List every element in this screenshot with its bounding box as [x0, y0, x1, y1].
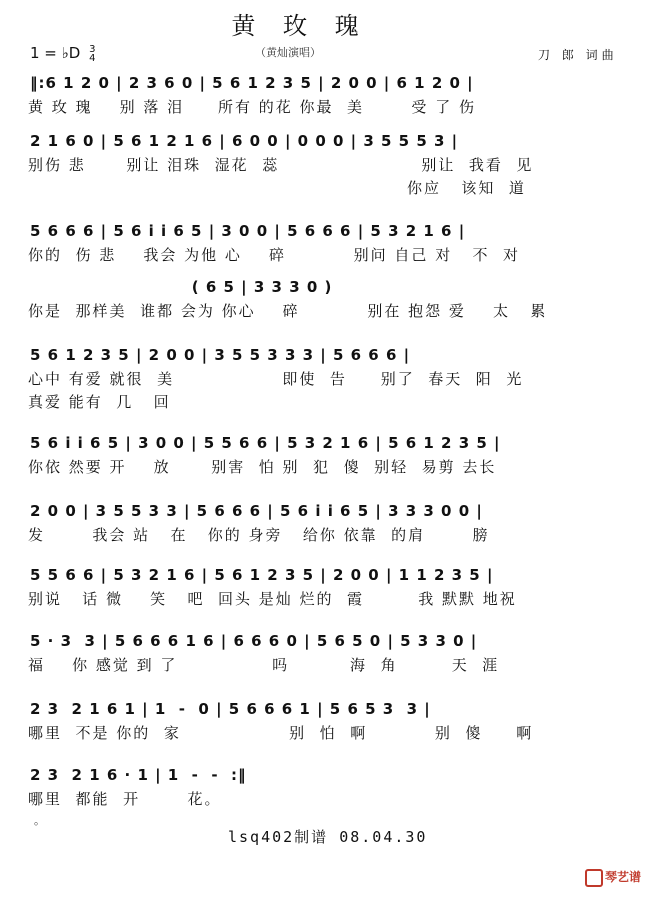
score-system-10	[24, 700, 636, 745]
page-title: 黄 玫 瑰	[231, 12, 369, 40]
notation-text: 2 0 0 | 3 5 5 3 3 | 5 6 6 6 | 5 6 i i 6 5 | 3 3 3 0 0 |	[30, 502, 483, 520]
lyric-line: 别伤 悲 别让 泪珠 湿花 蕊 别让 我看 见	[28, 156, 534, 174]
notation-line	[24, 132, 636, 154]
notation-line	[24, 346, 636, 368]
score-system-3	[24, 222, 636, 267]
notation-line	[24, 502, 636, 524]
notation-line	[24, 766, 636, 788]
time-top: 3	[89, 43, 96, 55]
lyric-line: 别说 话 微 笑 吧 回头 是灿 烂的 霞 我 默默 地祝	[28, 590, 517, 608]
lyric-line: 你依 然要 开 放 别害 怕 别 犯 傻 别轻 易剪 去长	[28, 458, 497, 476]
site-logo[interactable]	[585, 868, 641, 887]
score-system-8	[24, 566, 636, 611]
lyric-line: 哪里 都能 开 花。	[28, 790, 222, 808]
key-label: 1 = ♭D	[30, 44, 81, 62]
score-system-1	[24, 74, 636, 119]
notation-text: 2 3 2 1 6 1 | 1 - 0 | 5 6 6 6 1 | 5 6 5 3 3 |	[30, 700, 431, 718]
music-note-icon	[585, 869, 603, 887]
logo-text: 琴艺谱	[605, 870, 642, 884]
notation-text: 5 · 3 3 | 5 6 6 6 1 6 | 6 6 6 0 | 5 6 5 0 | 5 3 3 0 |	[30, 632, 478, 650]
notation-line	[24, 222, 636, 244]
performer-label: （黄灿演唱）	[255, 46, 321, 59]
score-system-5	[24, 346, 636, 414]
notation-text: 5 6 i i 6 5 | 3 0 0 | 5 5 6 6 | 5 3 2 1 6 | 5 6 1 2 3 5 |	[30, 434, 501, 452]
lyric-line: 心中 有爱 就很 美 即使 告 别了 春天 阳 光	[28, 370, 524, 388]
footer-mark: 。	[34, 814, 45, 827]
notation-line	[24, 278, 636, 300]
notation-text: ‖:6 1 2 0 | 2 3 6 0 | 5 6 1 2 3 5 | 2 0 0 | 6 1 2 0 |	[30, 74, 474, 92]
lyric-line: 黄 玫 瑰 别 落 泪 所有 的花 你最 美 受 了 伤	[28, 98, 476, 116]
score-system-7	[24, 502, 636, 547]
notation-line	[24, 434, 636, 456]
time-signature	[89, 45, 95, 63]
composer-label: 刀 郎 词曲	[538, 48, 618, 62]
score-system-9	[24, 632, 636, 677]
notation-line	[24, 632, 636, 654]
notation-text: 2 3 2 1 6 · 1 | 1 - - :‖	[30, 766, 247, 784]
notation-text: 5 6 6 6 | 5 6 i i 6 5 | 3 0 0 | 5 6 6 6 | 5 3 2 1 6 |	[30, 222, 466, 240]
lyric-line-alt: 真爱 能有 几 回	[28, 393, 171, 411]
transcriber-credit: lsq402制谱 08.04.30	[228, 828, 428, 846]
lyric-line: 你的 伤 悲 我会 为他 心 碎 别问 自己 对 不 对	[28, 246, 521, 264]
notation-text: 2 1 6 0 | 5 6 1 2 1 6 | 6 0 0 | 0 0 0 | 3 5 5 5 3 |	[30, 132, 459, 150]
notation-line	[24, 700, 636, 722]
time-bottom: 4	[89, 52, 96, 64]
key-signature	[30, 44, 95, 63]
lyric-line: 福 你 感觉 到 了 吗 海 角 天 涯	[28, 656, 500, 674]
score-system-11	[24, 766, 636, 811]
notation-line	[24, 74, 636, 96]
notation-text: ( 6 5 | 3 3 3 0 )	[30, 278, 333, 296]
score-system-6	[24, 434, 636, 479]
lyric-line: 哪里 不是 你的 家 别 怕 啊 别 傻 啊	[28, 724, 534, 742]
score-system-4	[24, 278, 636, 323]
lyric-line-alt: 你应 该知 道	[28, 179, 526, 197]
notation-text: 5 6 1 2 3 5 | 2 0 0 | 3 5 5 3 3 3 | 5 6 6 6 |	[30, 346, 411, 364]
lyric-line: 发 我会 站 在 你的 身旁 给你 依靠 的肩 膀	[28, 526, 490, 544]
lyric-line: 你是 那样美 谁都 会为 你心 碎 别在 抱怨 爱 太 累	[28, 302, 548, 320]
score-system-2	[24, 132, 636, 200]
notation-text: 5 5 6 6 | 5 3 2 1 6 | 5 6 1 2 3 5 | 2 0 0 | 1 1 2 3 5 |	[30, 566, 494, 584]
notation-line	[24, 566, 636, 588]
